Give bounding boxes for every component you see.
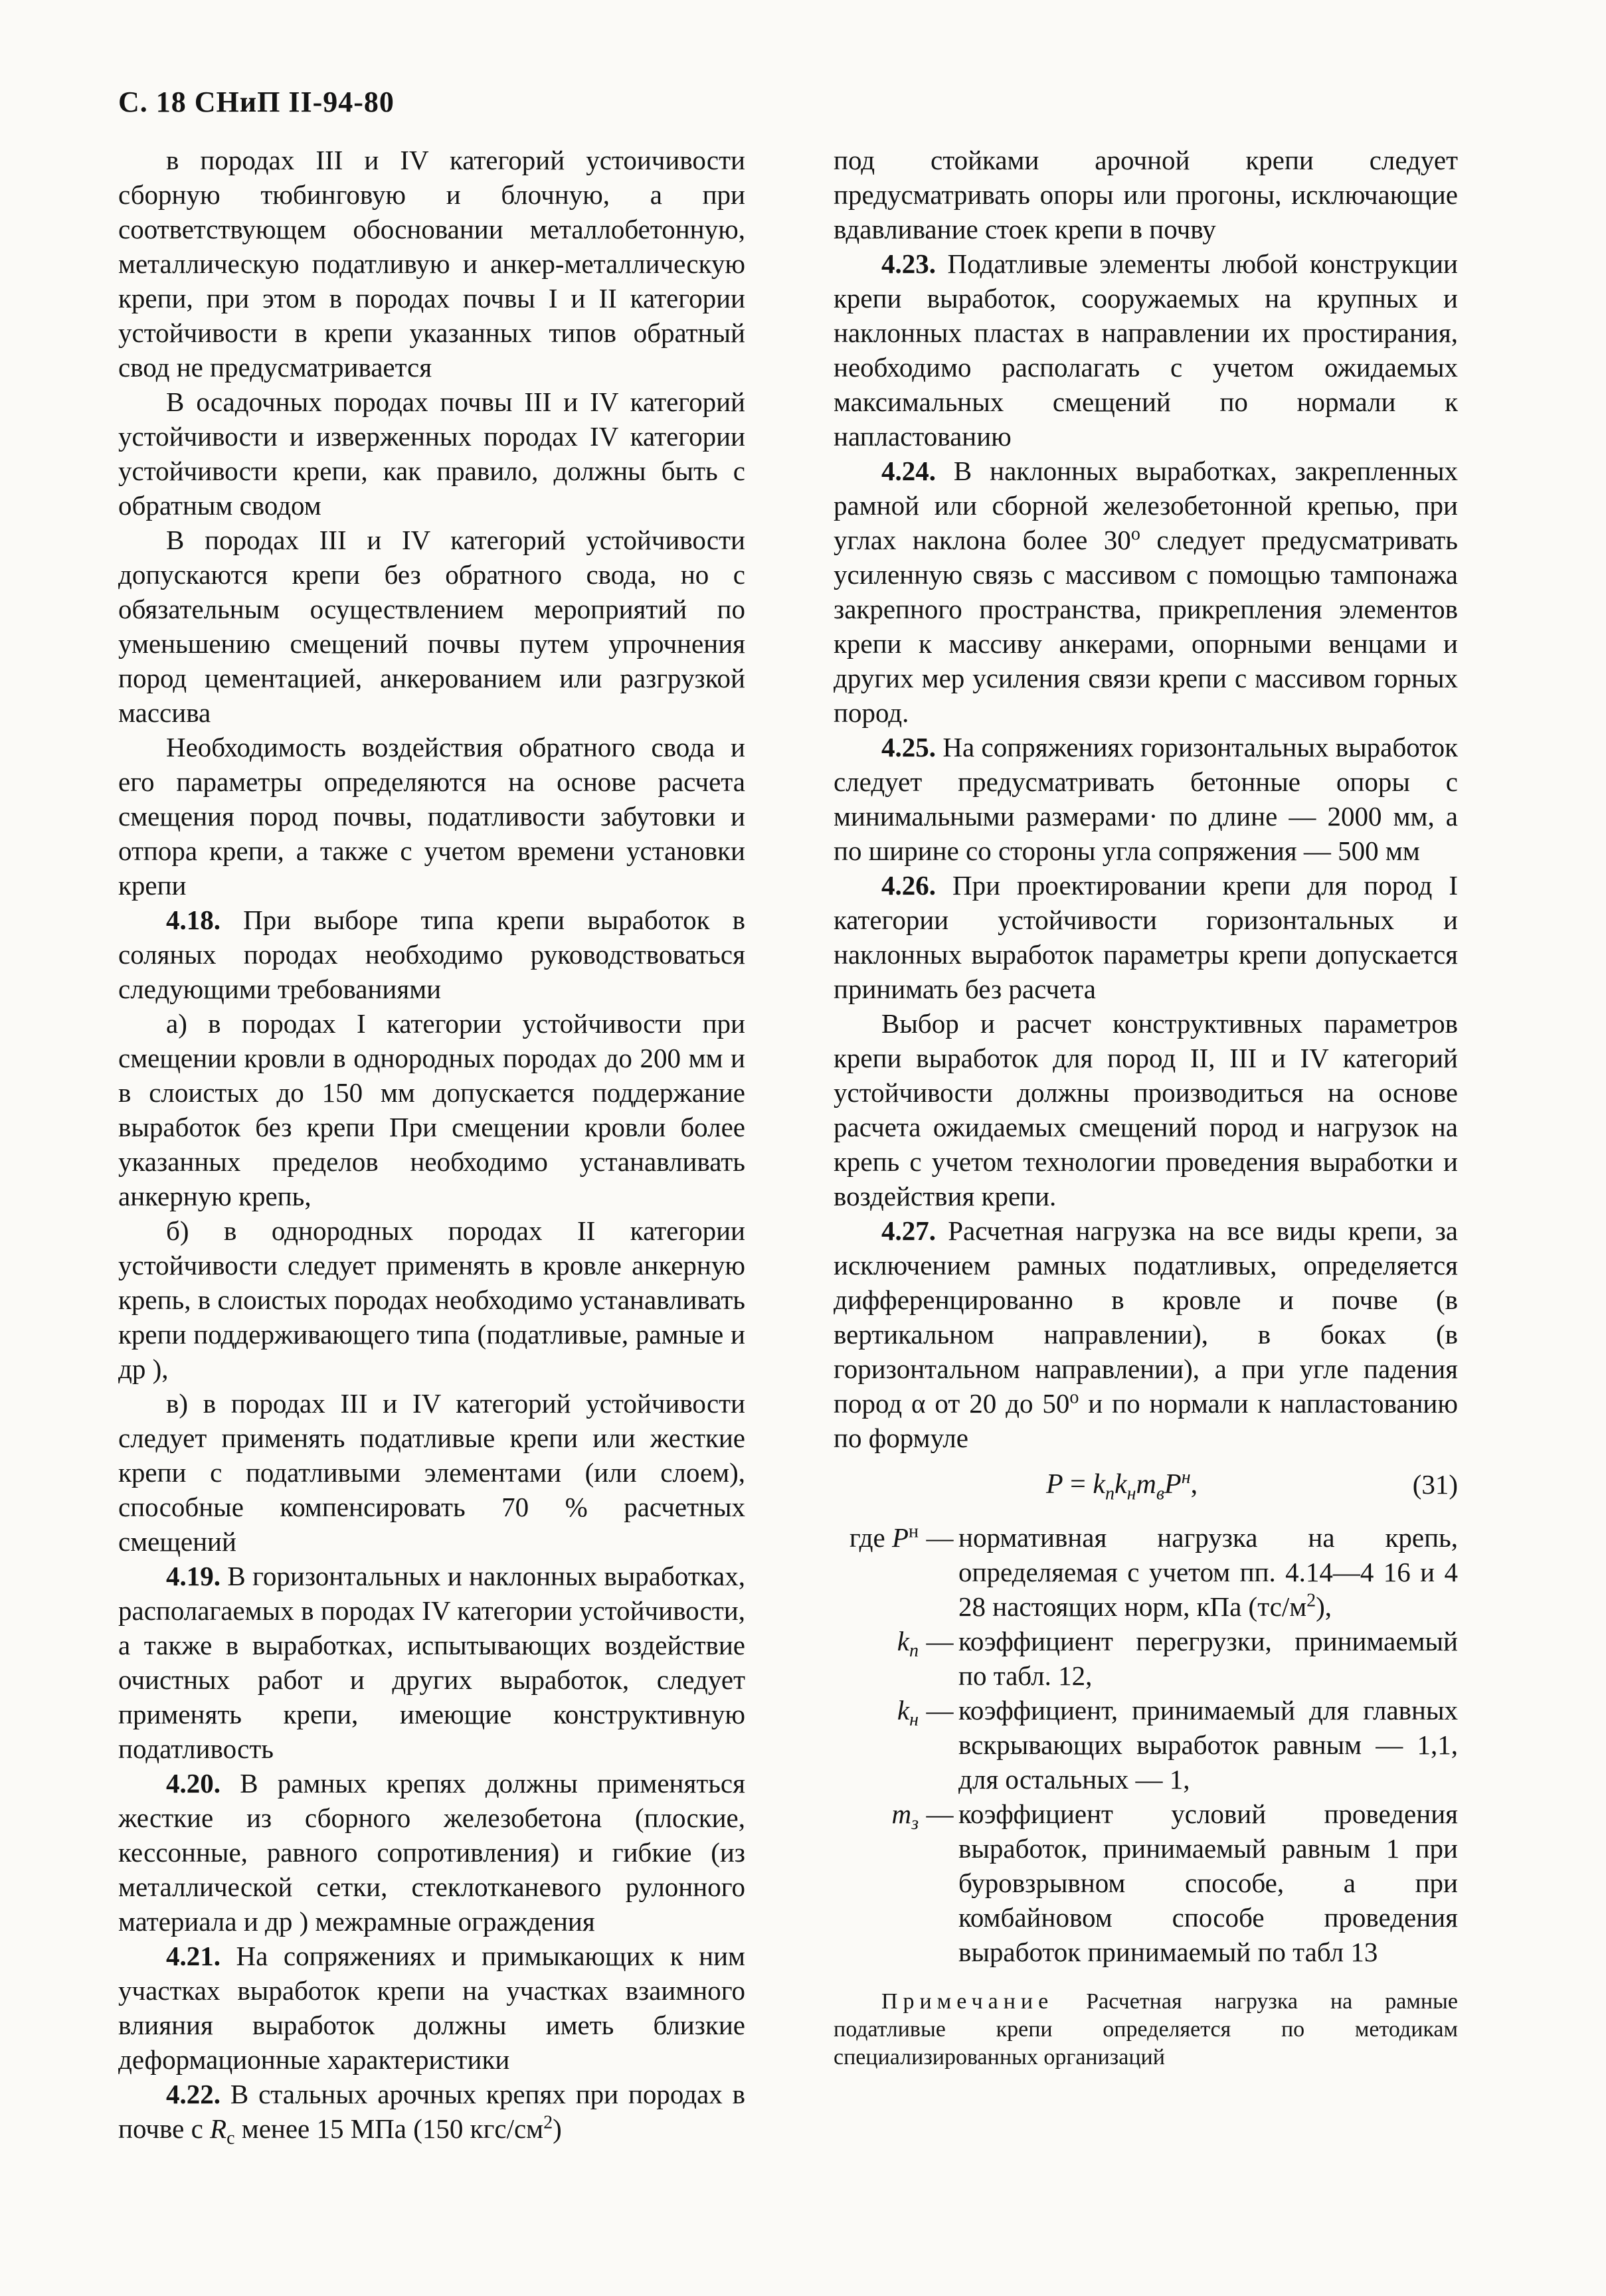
left-column	[118, 143, 745, 2149]
paragraph: В осадочных породах почвы III и IV категорий устойчивости и изверженных породах IV категории устойчивости крепи, как правило, должны быть с обратным сводом	[118, 387, 745, 521]
paragraph: б) в однородных породах II категории устойчивости следует применять в кровле анкерную крепь, в слоистых породах необходимо устанавливать крепи поддерживающего типа (податливые, рамные и др ),	[118, 1215, 745, 1384]
formula-31	[834, 1467, 1458, 1511]
note: Примечание Расчетная нагрузка на рамные податливые крепи определяется по методикам специализированных организаций	[834, 1989, 1458, 2070]
equation-number: (31)	[1412, 1469, 1458, 1500]
definition-row: $k_н$ — коэффициент, принимаемый для главных вскрывающих выработок равным — 1,1, для остальных — 1,	[897, 1695, 1458, 1795]
definition-row: $k_п$ — коэффициент перегрузки, принимаемый по табл. 12,	[897, 1626, 1458, 1691]
clause-4-18: 4.18. При выборе типа крепи выработок в соляных породах необходимо руководствоваться следующими требованиями	[118, 905, 745, 1004]
clause-number: 4.27.	[881, 1215, 936, 1246]
clause-4-25: 4.25. На сопряжениях горизонтальных выработок следует предусматривать бетонные опоры с минимальными размерами· по длине — 2000 мм, а по ширине со стороны угла сопряжения — 500 мм	[834, 732, 1458, 866]
definition-row: $m_з$ — коэффициент условий проведения выработок, принимаемый равным 1 при буровзрывном способе, а при комбайновом способе проведения выработок принимаемый по табл 13	[891, 1799, 1458, 1967]
clause-4-21: 4.21. На сопряжениях и примыкающих к ним участках выработок крепи на участках взаимного влияния выработок должны иметь близкие деформационные характеристики	[118, 1941, 745, 2075]
definition-row: где $P^н$ — нормативная нагрузка на крепь, определяемая с учетом пп. 4.14—4 16 и 4 28 настоящих норм, кПа $(тс/м^2)$,	[849, 1521, 1458, 1622]
paragraph: Необходимость воздействия обратного свода и его параметры определяются на основе расчета смещения пород почвы, податливости забутовки и отпора крепи, а также с учетом времени установки крепи	[118, 732, 745, 901]
right-column	[834, 143, 1458, 2072]
clause-4-23: 4.23. Податливые элементы любой конструкции крепи выработок, сооружаемых на крупных и наклонных пластах в направлении их простирания, необходимо располагать с учетом ожидаемых максимальных смещений по нормали к напластованию	[834, 248, 1458, 452]
clause-number: 4.21.	[166, 1941, 221, 1971]
clause-4-26: 4.26. При проектировании крепи для пород I категории устойчивости горизонтальных и наклонных выработок параметры крепи допускается принимать без расчета	[834, 870, 1458, 1004]
clause-number: 4.24.	[881, 456, 936, 486]
clause-4-22: 4.22. В стальных арочных крепях при породах в почве с $R_с$ менее 15 МПа (150 кгс/$см^2$)	[118, 2079, 745, 2149]
clause-4-20: 4.20. В рамных крепях должны применяться жесткие из сборного железобетона (плоские, кессонные, равного сопротивления) и гибкие (из металлической сетки, стеклотканевого рулонного материала и др ) межрамные ограждения	[118, 1768, 745, 1937]
paragraph: а) в породах I категории устойчивости при смещении кровли в однородных породах до 200 мм и в слоистых до 150 мм допускается поддержание выработок без крепи При смещении кровли более указанных пределов необходимо устанавливать анкерную крепь,	[118, 1008, 745, 1211]
paragraph: под стойками арочной крепи следует предусматривать опоры или прогоны, исключающие вдавливание стоек крепи в почву	[834, 145, 1458, 244]
paragraph: В породах III и IV категорий устойчивости допускаются крепи без обратного свода, но с обязательным осуществлением мероприятий по уменьшению смещений почвы путем упрочнения пород цементацией, анкерованием или разгрузкой массива	[118, 525, 745, 728]
clause-4-19: 4.19. В горизонтальных и наклонных выработках, располагаемых в породах IV категории устойчивости, а также в выработках, испытывающих воздействие очистных работ и других выработок, следует применять крепи, имеющие конструктивную податливость	[118, 1561, 745, 1764]
page-header: С. 18 СНиП II-94-80	[118, 86, 395, 118]
note-label: Примечание	[881, 1989, 1054, 2014]
clause-4-27: 4.27. Расчетная нагрузка на все виды крепи, за исключением рамных податливых, определяется дифференцированно в кровле и почве (в вертикальном направлении), в боках (в горизонтальном направлении), а при угле падения пород α от 20 до $50^о$ и по нормали к напластованию по формуле	[834, 1215, 1458, 1453]
clause-number: 4.23.	[881, 248, 936, 279]
clause-number: 4.22.	[166, 2079, 221, 2109]
clause-number: 4.20.	[166, 1768, 221, 1799]
paragraph: в породах III и IV категорий устоичивости сборную тюбинговую и блочную, а при соответствующем обосновании металлобетонную, металлическую податливую и анкер-металлическую крепи, при этом в породах почвы I и II категории устойчивости в крепи указанных типов обратный свод не предусматривается	[118, 145, 745, 383]
paragraph: в) в породах III и IV категорий устойчивости следует применять податливые крепи или жесткие крепи с податливыми элементами (или слоем), способные компенсировать 70 % расчетных смещений	[118, 1388, 745, 1557]
variable-definitions	[834, 1520, 1458, 1969]
clause-number: 4.19.	[166, 1561, 221, 1591]
clause-number: 4.25.	[881, 732, 936, 762]
clause-number: 4.18.	[166, 905, 221, 935]
formula-expression: $P = k_пk_нm_вP^н$,	[1046, 1467, 1198, 1504]
clause-4-24: 4.24. В наклонных выработках, закрепленных рамной или сборной железобетонной крепью, при углах наклона более $30^о$ следует предусматривать усиленную связь с массивом с помощью тампонажа закрепного пространства, прикрепления элементов крепи к массиву анкерами, опорными венцами и других мер усиления связи крепи с массивом горных пород.	[834, 456, 1459, 728]
paragraph: Выбор и расчет конструктивных параметров крепи выработок для пород II, III и IV категорий устойчивости должны производиться на основе расчета ожидаемых смещений пород и нагрузок на крепь с учетом технологии проведения выработки и воздействия крепи.	[834, 1008, 1458, 1211]
clause-number: 4.26.	[881, 870, 936, 901]
